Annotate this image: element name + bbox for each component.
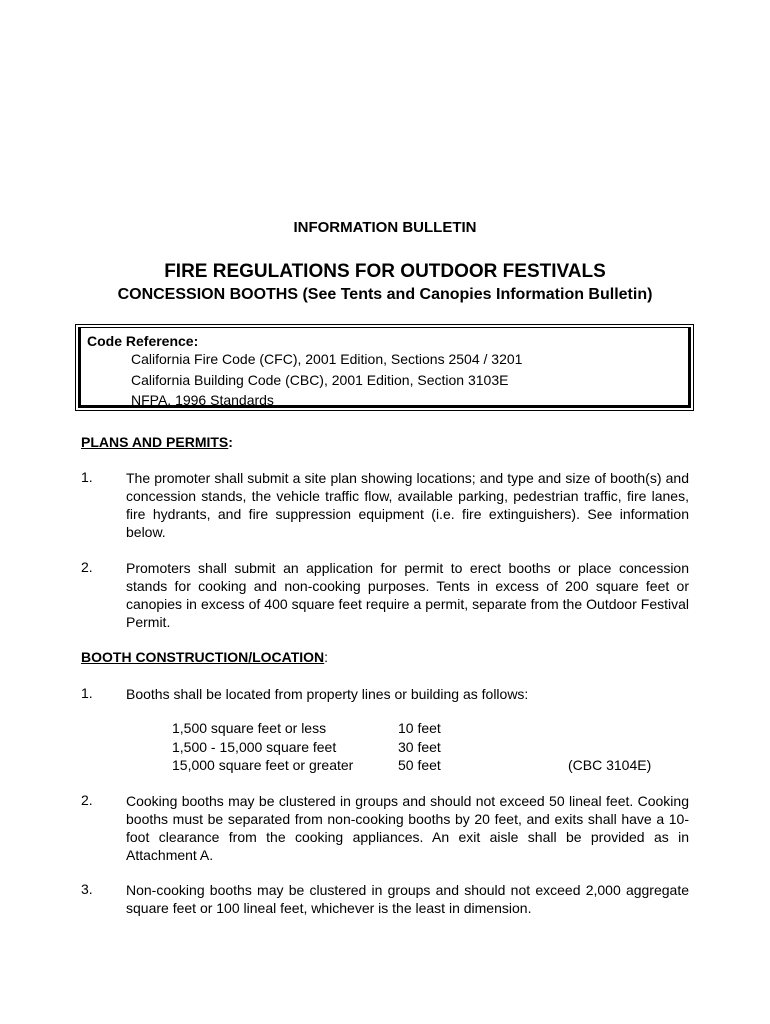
page-title: FIRE REGULATIONS FOR OUTDOOR FESTIVALS bbox=[164, 261, 606, 282]
code-reference-line: California Fire Code (CFC), 2001 Edition, Sections 2504 / 3201 bbox=[131, 351, 523, 367]
list-number: 3. bbox=[81, 881, 93, 897]
section-heading-booth-construction bbox=[81, 649, 328, 665]
list-number: 2. bbox=[81, 559, 93, 575]
list-number: 1. bbox=[81, 685, 93, 701]
table-cell-size: 1,500 square feet or less bbox=[172, 720, 327, 736]
table-cell-size: 1,500 - 15,000 square feet bbox=[172, 739, 337, 755]
code-reference-line: NFPA, 1996 Standards bbox=[131, 392, 274, 408]
list-item-text: Cooking booths may be clustered in groups and should not exceed 50 lineal feet. Cooking booths must be separated from non-cooking booths by 20 feet, and exits shall have a 10-foot clearance from the cooking appliances. An exit aisle shall be provided as in Attachment A. bbox=[126, 793, 689, 863]
section-heading-text: PLANS AND PERMITS bbox=[81, 434, 229, 450]
section-heading-colon: : bbox=[228, 434, 233, 450]
code-reference-line: California Building Code (CBC), 2001 Edition, Section 3103E bbox=[131, 372, 509, 388]
code-reference-frame bbox=[78, 327, 691, 408]
bulletin-label: INFORMATION BULLETIN bbox=[293, 219, 477, 236]
section-heading-colon: : bbox=[324, 649, 329, 665]
list-item-text: Non-cooking booths may be clustered in groups and should not exceed 2,000 aggregate square feet or 100 lineal feet, whichever is the least in dimension. bbox=[126, 882, 689, 916]
code-reference-label: Code Reference: bbox=[87, 333, 199, 349]
table-cell-distance: 10 feet bbox=[398, 720, 441, 736]
section-heading-plans-permits bbox=[81, 434, 233, 450]
code-reference-box bbox=[75, 324, 694, 411]
list-item-text: Promoters shall submit an application for permit to erect booths or place concession stands for cooking and non-cooking purposes. Tents in excess of 200 square feet or canopies in excess of 400 square feet require a permit, separate from the Outdoor Festival Permit. bbox=[126, 560, 689, 630]
table-cell-size: 15,000 square feet or greater bbox=[172, 757, 354, 773]
list-item-text: Booths shall be located from property lines or building as follows: bbox=[126, 686, 529, 702]
list-number: 2. bbox=[81, 792, 93, 808]
list-item-text: The promoter shall submit a site plan showing locations; and type and size of booth(s) and concession stands, the vehicle traffic flow, available parking, pedestrian traffic, fire lanes, fire hydrants, and fire suppression equipment (i.e. fire extinguishers). See information below. bbox=[126, 470, 689, 540]
table-cell-distance: 30 feet bbox=[398, 739, 441, 755]
list-number: 1. bbox=[81, 469, 93, 485]
page-subtitle: CONCESSION BOOTHS (See Tents and Canopies Information Bulletin) bbox=[117, 286, 653, 303]
table-cell-reference: (CBC 3104E) bbox=[568, 757, 652, 773]
section-heading-text: BOOTH CONSTRUCTION/LOCATION bbox=[81, 649, 325, 665]
table-cell-distance: 50 feet bbox=[398, 757, 441, 773]
